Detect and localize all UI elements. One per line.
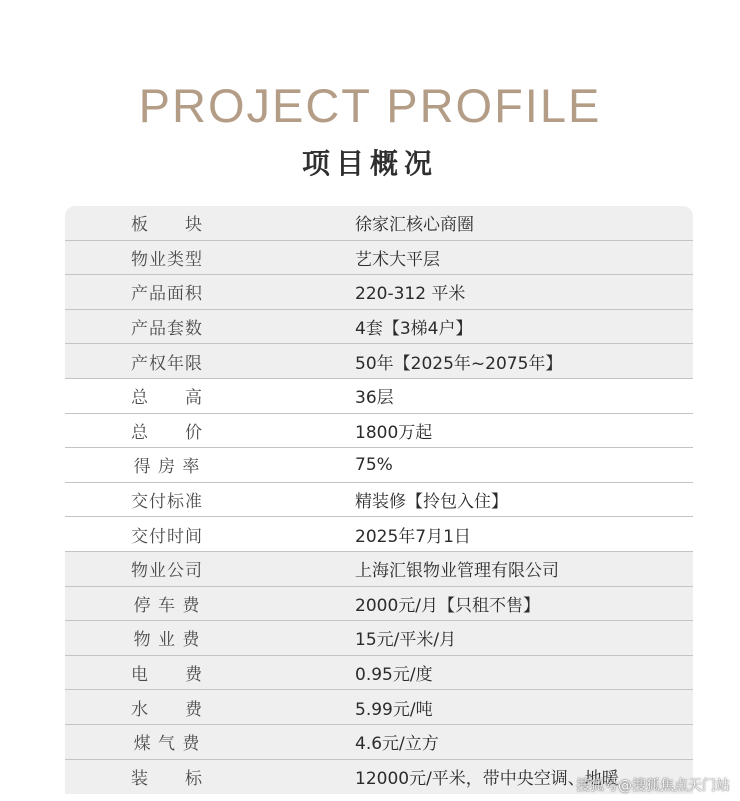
row-label: 产品套数 <box>131 319 203 340</box>
row-label: 产权年限 <box>131 353 203 374</box>
table-row <box>65 448 693 483</box>
row-label: 水 费 <box>131 699 203 720</box>
table-row <box>65 379 693 414</box>
table-row <box>65 621 693 656</box>
table-row <box>65 656 693 691</box>
table-row <box>65 725 693 760</box>
table-row <box>65 275 693 310</box>
table-row <box>65 310 693 345</box>
row-label: 总 价 <box>131 422 203 443</box>
row-label: 得 房 率 <box>133 457 201 478</box>
row-value: 220-312 平米 <box>355 284 466 305</box>
row-label: 交付标准 <box>131 492 203 513</box>
table-row <box>65 344 693 379</box>
row-label: 交付时间 <box>131 526 203 547</box>
table-row <box>65 587 693 622</box>
row-label: 总 高 <box>131 388 203 409</box>
row-label: 物业类型 <box>131 249 203 270</box>
table-row <box>65 241 693 276</box>
table-row <box>65 206 693 241</box>
table-row <box>65 552 693 587</box>
row-label: 装 标 <box>131 769 203 790</box>
row-label: 停 车 费 <box>133 595 201 616</box>
row-label: 电 费 <box>131 665 203 686</box>
row-label: 物 业 费 <box>133 630 201 651</box>
row-value: 5.99元/吨 <box>355 699 433 720</box>
row-value: 12000元/平米，带中央空调、地暖 <box>355 769 619 790</box>
row-value: 4套【3梯4户】 <box>355 319 473 340</box>
row-value: 精装修【拎包入住】 <box>355 492 508 513</box>
row-value: 上海汇银物业管理有限公司 <box>355 561 559 582</box>
row-value: 75% <box>355 454 393 475</box>
table-row <box>65 517 693 552</box>
row-value: 艺术大平层 <box>355 249 440 270</box>
row-value: 36层 <box>355 388 394 409</box>
table-row <box>65 690 693 725</box>
row-value: 15元/平米/月 <box>355 630 457 651</box>
table-row <box>65 414 693 449</box>
row-value: 徐家汇核心商圈 <box>355 215 474 236</box>
table-row <box>65 483 693 518</box>
row-value: 2025年7月1日 <box>355 526 471 547</box>
row-value: 2000元/月【只租不售】 <box>355 595 540 616</box>
row-label: 物业公司 <box>131 561 203 582</box>
row-label: 煤 气 费 <box>133 734 201 755</box>
row-value: 0.95元/度 <box>355 665 433 686</box>
row-label: 板 块 <box>131 215 203 236</box>
row-label: 产品面积 <box>131 284 203 305</box>
watermark: 搜狐号@搜狐焦点天门站 <box>576 778 730 794</box>
row-value: 50年【2025年~2075年】 <box>355 353 563 374</box>
row-value: 1800万起 <box>355 422 433 443</box>
row-value: 4.6元/立方 <box>355 734 439 755</box>
page-title-english: PROJECT PROFILE <box>138 79 602 132</box>
page-title-chinese: 项目概况 <box>301 147 438 180</box>
project-profile-table <box>65 206 693 794</box>
